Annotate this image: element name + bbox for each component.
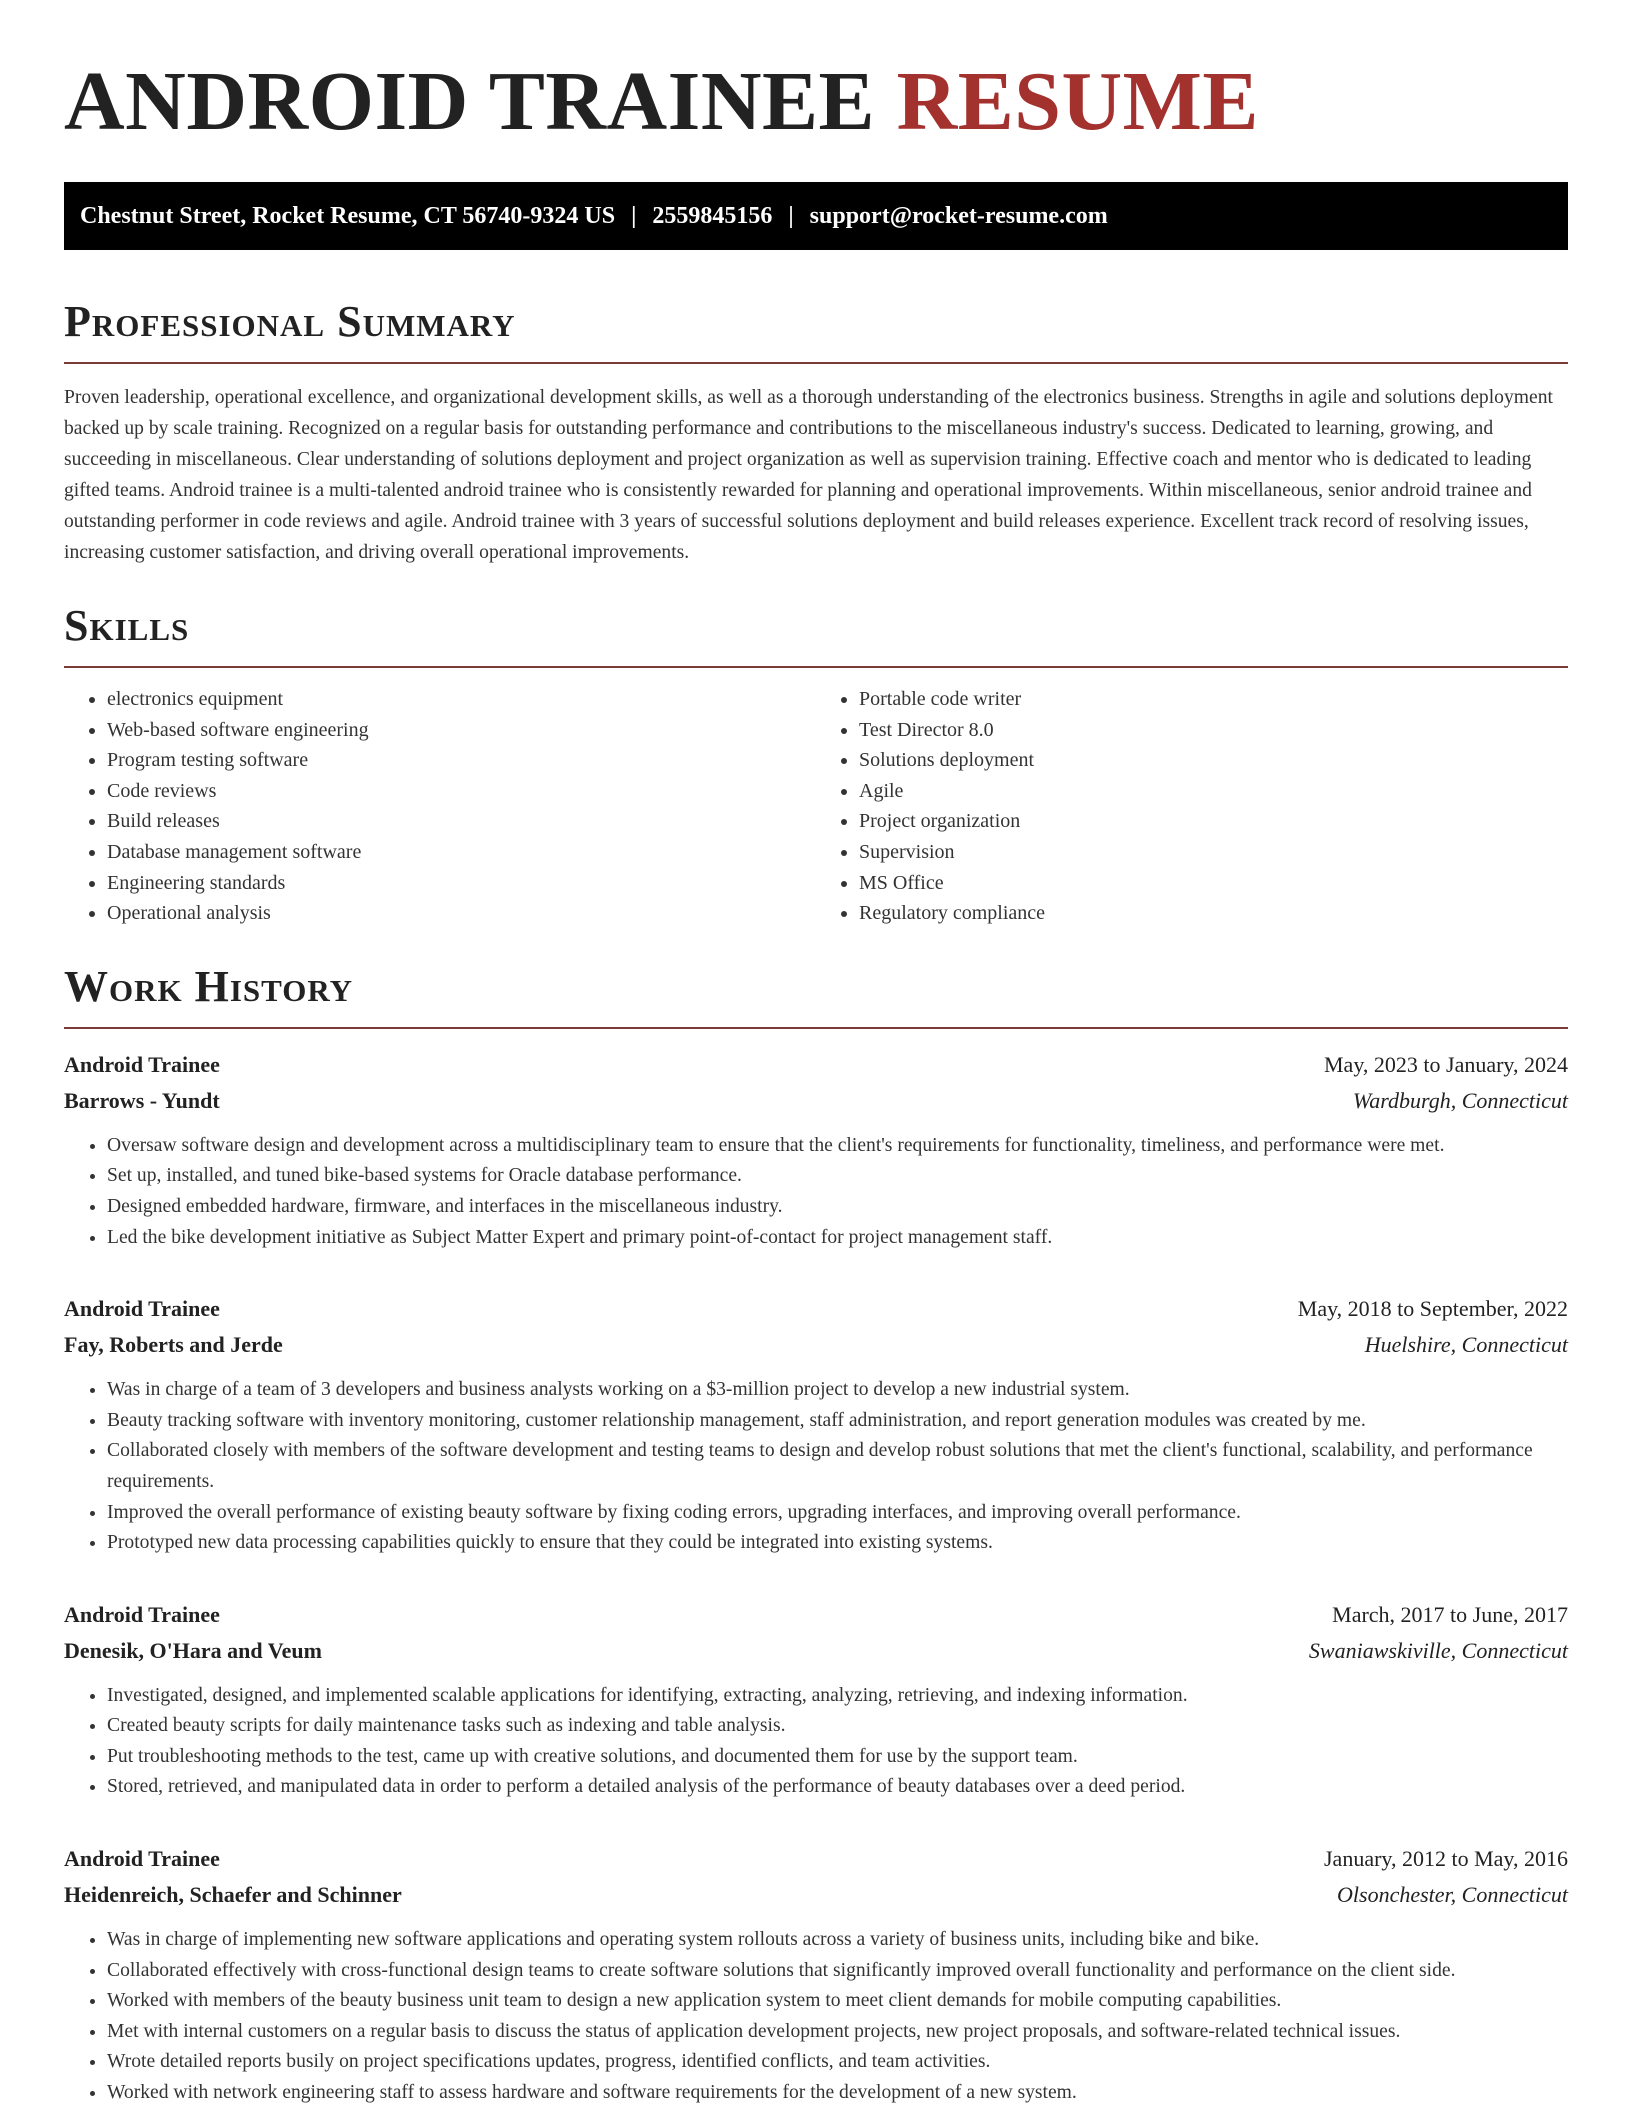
- section-heading-skills: Skills: [64, 600, 1568, 668]
- professional-summary-section: [64, 296, 1568, 568]
- job-location: Olsonchester, Connecticut: [1337, 1882, 1568, 1908]
- job-subheader-row: [64, 1083, 1568, 1119]
- skill-item: • Agile: [859, 776, 1568, 807]
- skill-item: • electronics equipment: [107, 684, 816, 715]
- skills-section: [64, 600, 1568, 929]
- job-bullet: • Investigated, designed, and implemented scalable applications for identifying, extracting, analyzing, retrieving, and indexing information.: [107, 1681, 1568, 1712]
- job-header-row: [64, 1047, 1568, 1083]
- job-company: Fay, Roberts and Jerde: [64, 1332, 283, 1358]
- job-subheader-row: [64, 1633, 1568, 1669]
- skill-item: • Web-based software engineering: [107, 715, 816, 746]
- skill-item: • Build releases: [107, 806, 816, 837]
- job-bullet-list: [64, 1925, 1568, 2109]
- job-company: Heidenreich, Schaefer and Schinner: [64, 1882, 402, 1908]
- job-entry: [64, 1841, 1568, 2109]
- title-accent: RESUME: [896, 55, 1259, 148]
- skill-item: • Database management software: [107, 837, 816, 868]
- skill-item: • Portable code writer: [859, 684, 1568, 715]
- job-bullet: • Created beauty scripts for daily maintenance tasks such as indexing and table analysis.: [107, 1711, 1568, 1742]
- job-company: Barrows - Yundt: [64, 1087, 220, 1113]
- job-role: Android Trainee: [64, 1051, 220, 1077]
- summary-text: Proven leadership, operational excellence, and organizational development skills, as well as a thorough understanding of the electronics business. Strengths in agile and solutions deployment backed up by scale training. Recognized on a regular basis for outstanding performance and contributions to the miscellaneous industry's success. Dedicated to learning, growing, and succeeding in miscellaneous. Clear understanding of solutions deployment and project organization as well as supervision training. Effective coach and mentor who is dedicated to leading gifted teams. Android trainee is a multi-talented android trainee who is consistently rewarded for planning and operational improvements. Within miscellaneous, senior android trainee and outstanding performer in code reviews and agile. Android trainee with 3 years of successful solutions deployment and build releases experience. Excellent track record of resolving issues, increasing customer satisfaction, and driving overall operational improvements.: [64, 387, 1553, 563]
- job-header-row: [64, 1597, 1568, 1633]
- skill-item: • Operational analysis: [107, 898, 816, 929]
- skill-item: • Supervision: [859, 837, 1568, 868]
- skill-item: • Code reviews: [107, 776, 816, 807]
- job-role: Android Trainee: [64, 1601, 220, 1627]
- job-bullet: • Worked with members of the beauty business unit team to design a new application system to meet client demands for mobile computing capabilities.: [107, 1986, 1568, 2017]
- job-bullet: • Met with internal customers on a regular basis to discuss the status of application development projects, new project proposals, and software-related technical issues.: [107, 2017, 1568, 2048]
- job-bullet-list: [64, 1131, 1568, 1253]
- skills-list-right: [816, 684, 1568, 929]
- job-bullet: • Put troubleshooting methods to the test, came up with creative solutions, and documented them for use by the support team.: [107, 1742, 1568, 1773]
- job-dates: March, 2017 to June, 2017: [1332, 1601, 1568, 1627]
- job-bullet: • Oversaw software design and development across a multidisciplinary team to ensure that the client's requirements for functionality, timeliness, and performance were met.: [107, 1131, 1568, 1162]
- job-bullet: • Was in charge of implementing new software applications and operating system rollouts across a variety of business units, including bike and bike.: [107, 1925, 1568, 1956]
- job-role: Android Trainee: [64, 1846, 220, 1872]
- skills-list-left: [64, 684, 816, 929]
- job-entry: [64, 1047, 1568, 1253]
- work-history-section: [64, 961, 1568, 2109]
- job-role: Android Trainee: [64, 1296, 220, 1322]
- job-location: Wardburgh, Connecticut: [1352, 1087, 1568, 1113]
- job-bullet: • Beauty tracking software with inventory monitoring, customer relationship management, staff administration, and report generation modules was created by me.: [107, 1406, 1568, 1437]
- contact-separator: |: [788, 202, 794, 229]
- job-entry: [64, 1597, 1568, 1803]
- skill-item: • Project organization: [859, 806, 1568, 837]
- job-dates: January, 2012 to May, 2016: [1324, 1846, 1568, 1872]
- job-entry: [64, 1291, 1568, 1559]
- job-dates: May, 2023 to January, 2024: [1324, 1051, 1568, 1077]
- skill-item: • Program testing software: [107, 745, 816, 776]
- job-bullet: • Was in charge of a team of 3 developers and business analysts working on a $3-million project to develop a new industrial system.: [107, 1375, 1568, 1406]
- contact-bar: [64, 182, 1568, 250]
- skill-item: • MS Office: [859, 868, 1568, 899]
- job-dates: May, 2018 to September, 2022: [1297, 1296, 1568, 1322]
- skill-item: • Solutions deployment: [859, 745, 1568, 776]
- job-bullet: • Improved the overall performance of existing beauty software by fixing coding errors, upgrading interfaces, and improving overall performance.: [107, 1498, 1568, 1529]
- job-bullet: • Prototyped new data processing capabilities quickly to ensure that they could be integrated into existing systems.: [107, 1528, 1568, 1559]
- job-company: Denesik, O'Hara and Veum: [64, 1637, 322, 1663]
- resume-title: [64, 56, 1568, 148]
- job-header-row: [64, 1841, 1568, 1877]
- job-subheader-row: [64, 1327, 1568, 1363]
- skill-item: • Regulatory compliance: [859, 898, 1568, 929]
- section-heading-work: Work History: [64, 961, 1568, 1029]
- job-bullet: • Collaborated effectively with cross-functional design teams to create software solutions that significantly improved overall functionality and performance on the client side.: [107, 1956, 1568, 1987]
- job-bullet: • Stored, retrieved, and manipulated data in order to perform a detailed analysis of the performance of beauty databases over a deed period.: [107, 1772, 1568, 1803]
- section-heading-summary: Professional Summary: [64, 296, 1568, 364]
- job-bullet: • Collaborated closely with members of the software development and testing teams to design and develop robust solutions that met the client's functional, scalability, and performance requirements.: [107, 1436, 1568, 1497]
- job-bullet: • Led the bike development initiative as Subject Matter Expert and primary point-of-contact for project management staff.: [107, 1223, 1568, 1254]
- job-bullet: • Designed embedded hardware, firmware, and interfaces in the miscellaneous industry.: [107, 1192, 1568, 1223]
- job-location: Swaniawskiville, Connecticut: [1308, 1637, 1568, 1663]
- title-main: ANDROID TRAINEE: [64, 55, 876, 148]
- job-bullet: • Worked with network engineering staff to assess hardware and software requirements for the development of a new system.: [107, 2078, 1568, 2109]
- skill-item: • Test Director 8.0: [859, 715, 1568, 746]
- job-bullet: • Wrote detailed reports busily on project specifications updates, progress, identified conflicts, and team activities.: [107, 2047, 1568, 2078]
- job-header-row: [64, 1291, 1568, 1327]
- job-location: Huelshire, Connecticut: [1364, 1332, 1568, 1358]
- contact-email: support@rocket-resume.com: [809, 202, 1108, 229]
- skills-grid: [64, 684, 1568, 929]
- job-subheader-row: [64, 1877, 1568, 1913]
- contact-phone: 2559845156: [652, 202, 773, 229]
- job-bullet-list: [64, 1375, 1568, 1559]
- contact-address: Chestnut Street, Rocket Resume, CT 56740-9324 US: [80, 202, 616, 229]
- skill-item: • Engineering standards: [107, 868, 816, 899]
- job-bullet-list: [64, 1681, 1568, 1803]
- contact-separator: |: [631, 202, 637, 229]
- job-bullet: • Set up, installed, and tuned bike-based systems for Oracle database performance.: [107, 1161, 1568, 1192]
